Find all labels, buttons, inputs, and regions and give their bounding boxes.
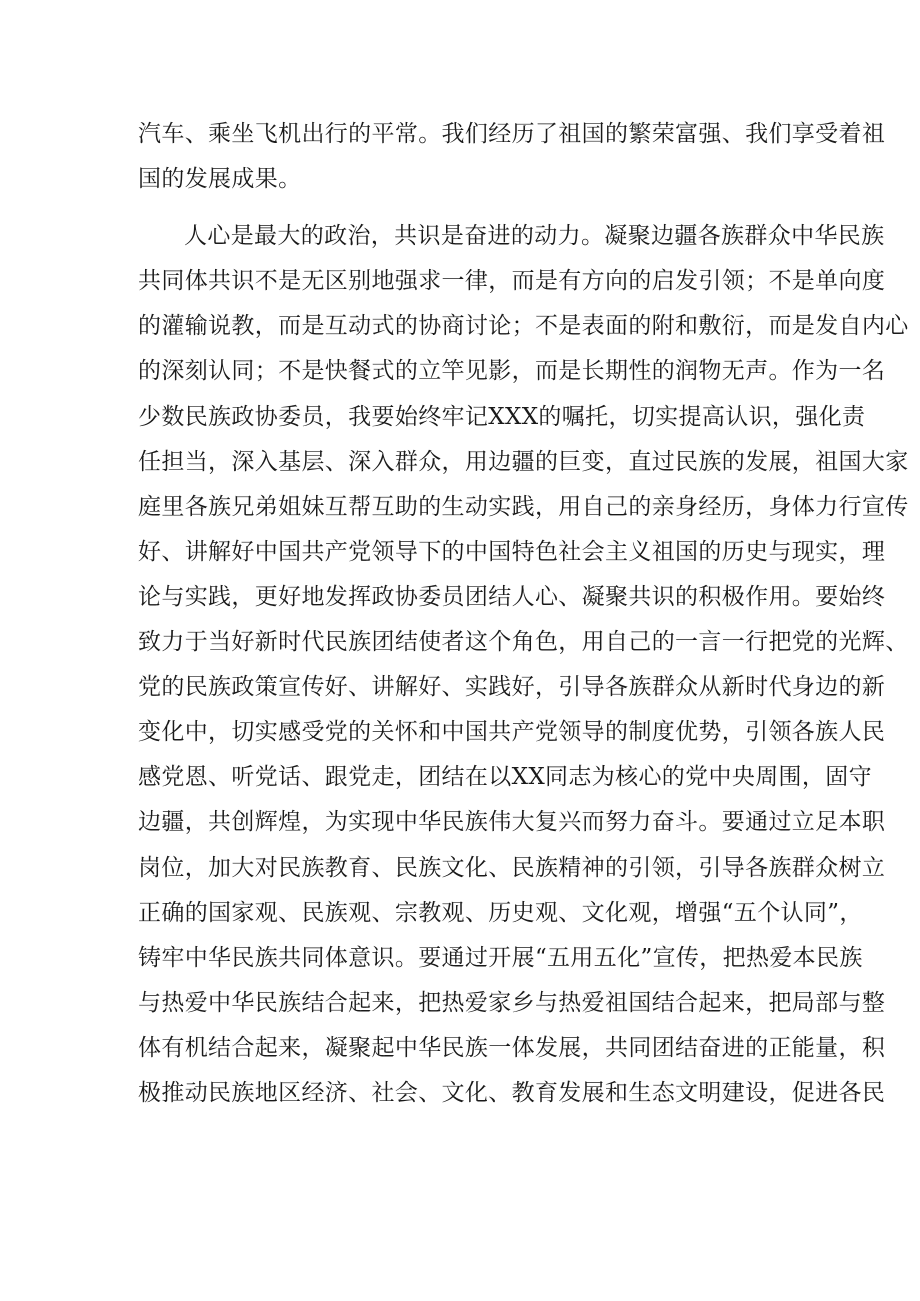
text-line: 党的民族政策宣传好、讲解好、实践好，引导各族群众从新时代身边的新 <box>138 674 886 701</box>
text-line: 边疆，共创辉煌，为实现中华民族伟大复兴而努力奋斗。要通过立足本职 <box>138 809 886 836</box>
paragraph-gap <box>138 202 786 214</box>
text-line: 庭里各族兄弟姐妹互帮互助的生动实践，用自己的亲身经历，身体力行宣传 <box>138 493 909 520</box>
text-line: 感党恩、听党话、跟党走，团结在以XX同志为核心的党中央周围，固守 <box>138 764 872 791</box>
text-line: 任担当，深入基层、深入群众，用边疆的巨变，直过民族的发展，祖国大家 <box>138 448 909 475</box>
text-line: 与热爱中华民族结合起来，把热爱家乡与热爱祖国结合起来，把局部与整 <box>138 989 886 1016</box>
text-line: 少数民族政协委员，我要始终牢记XXX的嘱托，切实提高认识，强化责 <box>138 403 866 430</box>
text-line: 好、讲解好中国共产党领导下的中国特色社会主义祖国的历史与现实，理 <box>138 538 886 565</box>
text-line: 的深刻认同；不是快餐式的立竿见影，而是长期性的润物无声。作为一名 <box>138 358 886 385</box>
text-line: 汽车、乘坐飞机出行的平常。我们经历了祖国的繁荣富强、我们享受着祖 <box>138 121 886 147</box>
paragraph-2 <box>138 214 909 1116</box>
text-line: 变化中，切实感受党的关怀和中国共产党领导的制度优势，引领各族人民 <box>138 719 886 746</box>
text-line: 国的发展成果。 <box>138 166 302 193</box>
text-line: 岗位，加大对民族教育、民族文化、民族精神的引领，引导各族群众树立 <box>138 854 886 881</box>
text-line: 致力于当好新时代民族团结使者这个角色，用自己的一言一行把党的光辉、 <box>138 629 909 656</box>
text-line: 论与实践，更好地发挥政协委员团结人心、凝聚共识的积极作用。要始终 <box>138 583 886 610</box>
document-body <box>138 112 909 1116</box>
text-line: 铸牢中华民族共同体意识。要通过开展“五用五化”宣传，把热爱本民族 <box>138 944 863 971</box>
paragraph-1 <box>138 112 886 202</box>
text-line: 人心是最大的政治，共识是奋进的动力。凝聚边疆各族群众中华民族 <box>184 223 885 250</box>
text-line: 极推动民族地区经济、社会、文化、教育发展和生态文明建设，促进各民 <box>138 1079 886 1106</box>
text-line: 正确的国家观、民族观、宗教观、历史观、文化观，增强“五个认同”， <box>138 899 863 926</box>
text-line: 的灌输说教，而是互动式的协商讨论；不是表面的附和敷衍，而是发自内心 <box>138 313 909 340</box>
text-line: 共同体共识不是无区别地强求一律，而是有方向的启发引领；不是单向度 <box>138 268 886 295</box>
text-line: 体有机结合起来，凝聚起中华民族一体发展，共同团结奋进的正能量，积 <box>138 1034 886 1061</box>
